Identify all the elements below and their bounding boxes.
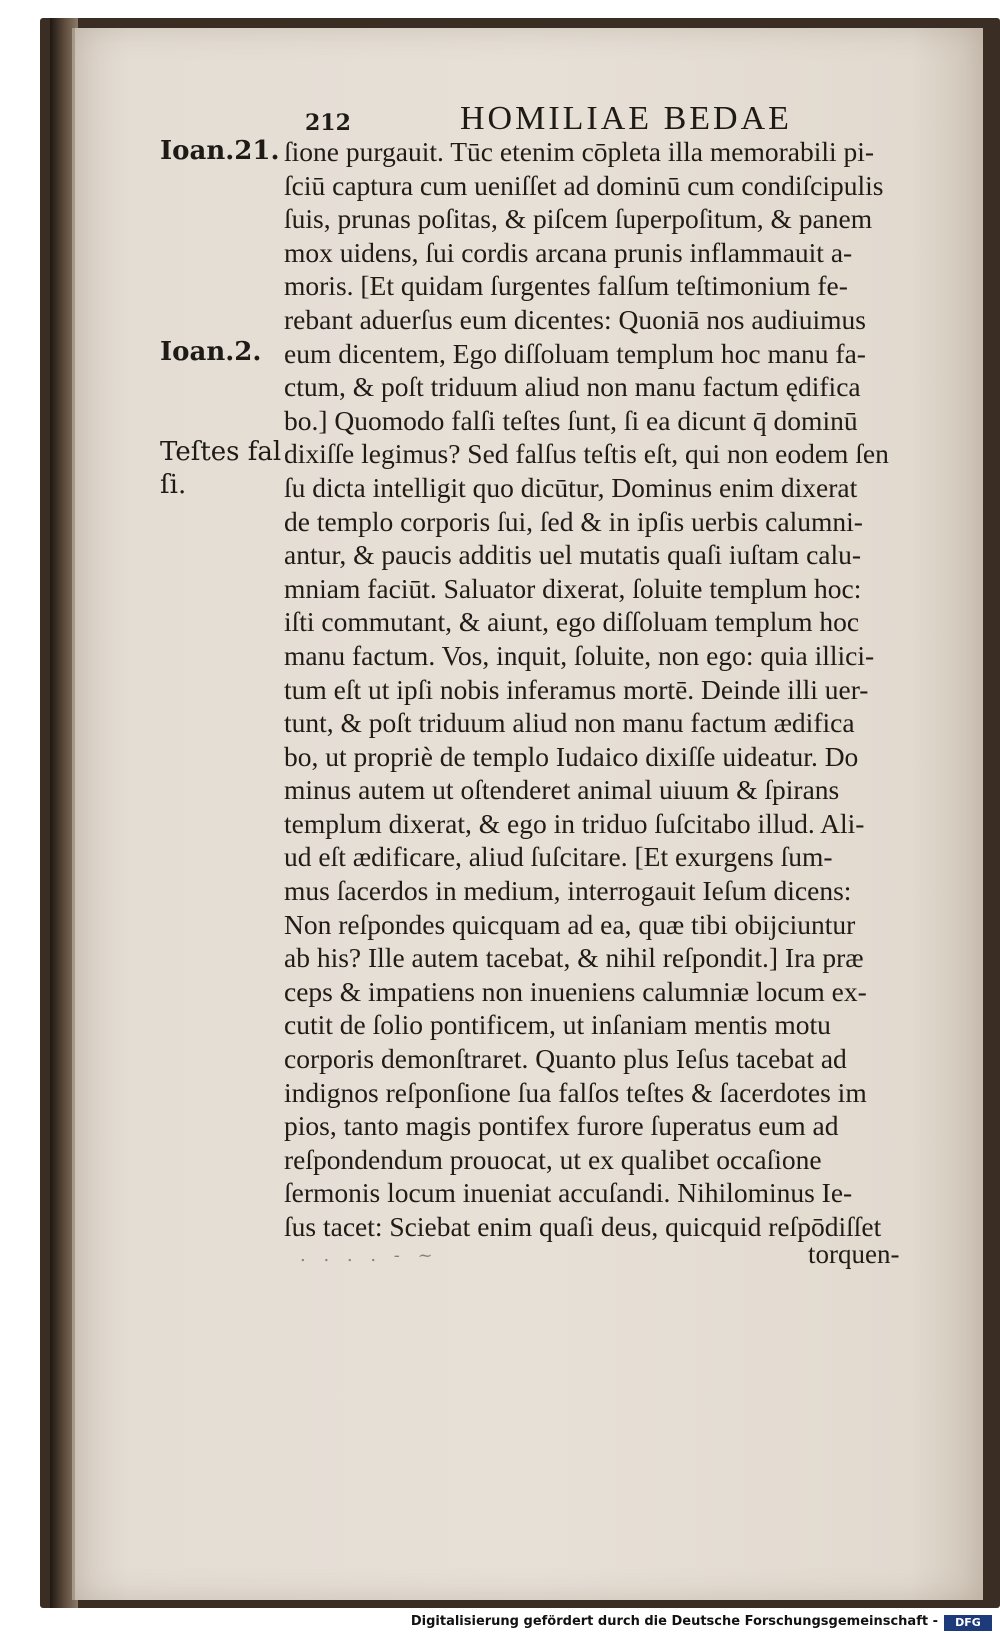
text-line: corporis demonſtraret. Quanto plus Ieſus tacebat ad — [284, 1043, 847, 1075]
body-text — [284, 135, 924, 1244]
text-line: Non reſpondes quicquam ad ea, quæ tibi obijciuntur — [284, 908, 856, 940]
text-line: moris. [Et quidam ſurgentes falſum teſtimonium fe- — [284, 270, 848, 302]
digitization-footer — [0, 1612, 1000, 1636]
ink-smudge: . . . . - ~ — [300, 1245, 439, 1266]
catchword: torquen- — [808, 1239, 900, 1269]
text-line: dixiſſe legimus? Sed falſus teſtis eſt, qui non eodem ſen — [284, 438, 889, 470]
text-line: ſu dicta intelligit quo dicūtur, Dominus enim dixerat — [284, 471, 858, 503]
text-line: manu factum. Vos, inquit, ſoluite, non ego: quia illici- — [284, 639, 875, 671]
page-number: 212 — [305, 110, 351, 136]
text-line: tunt, & poſt triduum aliud non manu factum ædifica — [284, 707, 855, 739]
text-line: minus autem ut oſtenderet animal uiuum & ſpirans — [284, 774, 840, 806]
page-header — [305, 100, 845, 140]
text-line: ſus tacet: Sciebat enim quaſi deus, quicquid reſpōdiſſet — [284, 1211, 882, 1242]
text-line: pios, tanto magis pontifex furore ſuperatus eum ad — [284, 1110, 839, 1142]
margin-note-ioan-21: Ioan.21. — [160, 136, 280, 166]
text-line: rebant aduerſus eum dicentes: Quoniā nos audiuimus — [284, 303, 866, 335]
text-line: reſpondendum prouocat, ut ex qualibet occaſione — [284, 1143, 822, 1175]
text-line: templum dixerat, & ego in triduo ſuſcitabo illud. Ali- — [284, 807, 865, 839]
running-title: HOMILIAE BEDAE — [460, 100, 792, 137]
text-line: ſione purgauit. Tūc etenim cōpleta illa memorabili pi- — [284, 136, 875, 167]
text-line: antur, & paucis additis uel mutatis quaſi iuſtam calu- — [284, 539, 862, 571]
margin-note-testes-falsi: Teſtes fal — [160, 437, 282, 467]
text-line: cutit de ſolio pontificem, ut inſaniam mentis motu — [284, 1009, 831, 1041]
text-line: ſermonis locum inueniat accuſandi. Nihilominus Ie- — [284, 1177, 853, 1209]
text-line: ctum, & poſt triduum aliud non manu factum ędifica — [284, 371, 861, 403]
text-line: iſti commutant, & aiunt, ego diſſoluam templum hoc — [284, 606, 860, 638]
text-line: ceps & impatiens non inueniens calumniæ locum ex- — [284, 975, 867, 1007]
text-line: bo, ut propriè de templo Iudaico dixiſſe uideatur. Do — [284, 740, 859, 772]
funding-note: Digitalisierung gefördert durch die Deutsche Forschungsgemeinschaft - — [410, 1614, 938, 1629]
text-line: ſuis, prunas poſitas, & piſcem ſuperpoſitum, & panem — [284, 203, 873, 235]
text-line: mox uidens, ſui cordis arcana prunis inflammauit a- — [284, 236, 853, 268]
dfg-logo: DFG — [944, 1615, 992, 1631]
text-line: eum dicentem, Ego diſſoluam templum hoc manu fa- — [284, 337, 866, 369]
text-line: ab his? Ille autem tacebat, & nihil reſpondit.] Ira præ — [284, 942, 864, 974]
margin-note-testes-falsi-cont: ſi. — [160, 470, 187, 500]
text-line: mniam faciūt. Saluator dixerat, ſoluite templum hoc: — [284, 572, 862, 604]
text-line: de templo corporis ſui, ſed & in ipſis uerbis calumni- — [284, 505, 863, 537]
text-line: mus ſacerdos in medium, interrogauit Ieſum dicens: — [284, 875, 852, 907]
text-line: ud eſt ædificare, aliud ſuſcitare. [Et exurgens ſum- — [284, 841, 833, 873]
text-line: tum eſt ut ipſi nobis inferamus mortē. Deinde illi uer- — [284, 673, 869, 705]
text-line: indignos reſponſione ſua falſos teſtes & ſacerdotes im — [284, 1076, 867, 1108]
margin-note-ioan-2: Ioan.2. — [160, 337, 262, 367]
text-line: ſciū captura cum ueniſſet ad dominū cum condiſcipulis — [284, 169, 884, 201]
text-line: bo.] Quomodo falſi teſtes ſunt, ſi ea dicunt q̄ dominū — [284, 404, 858, 436]
